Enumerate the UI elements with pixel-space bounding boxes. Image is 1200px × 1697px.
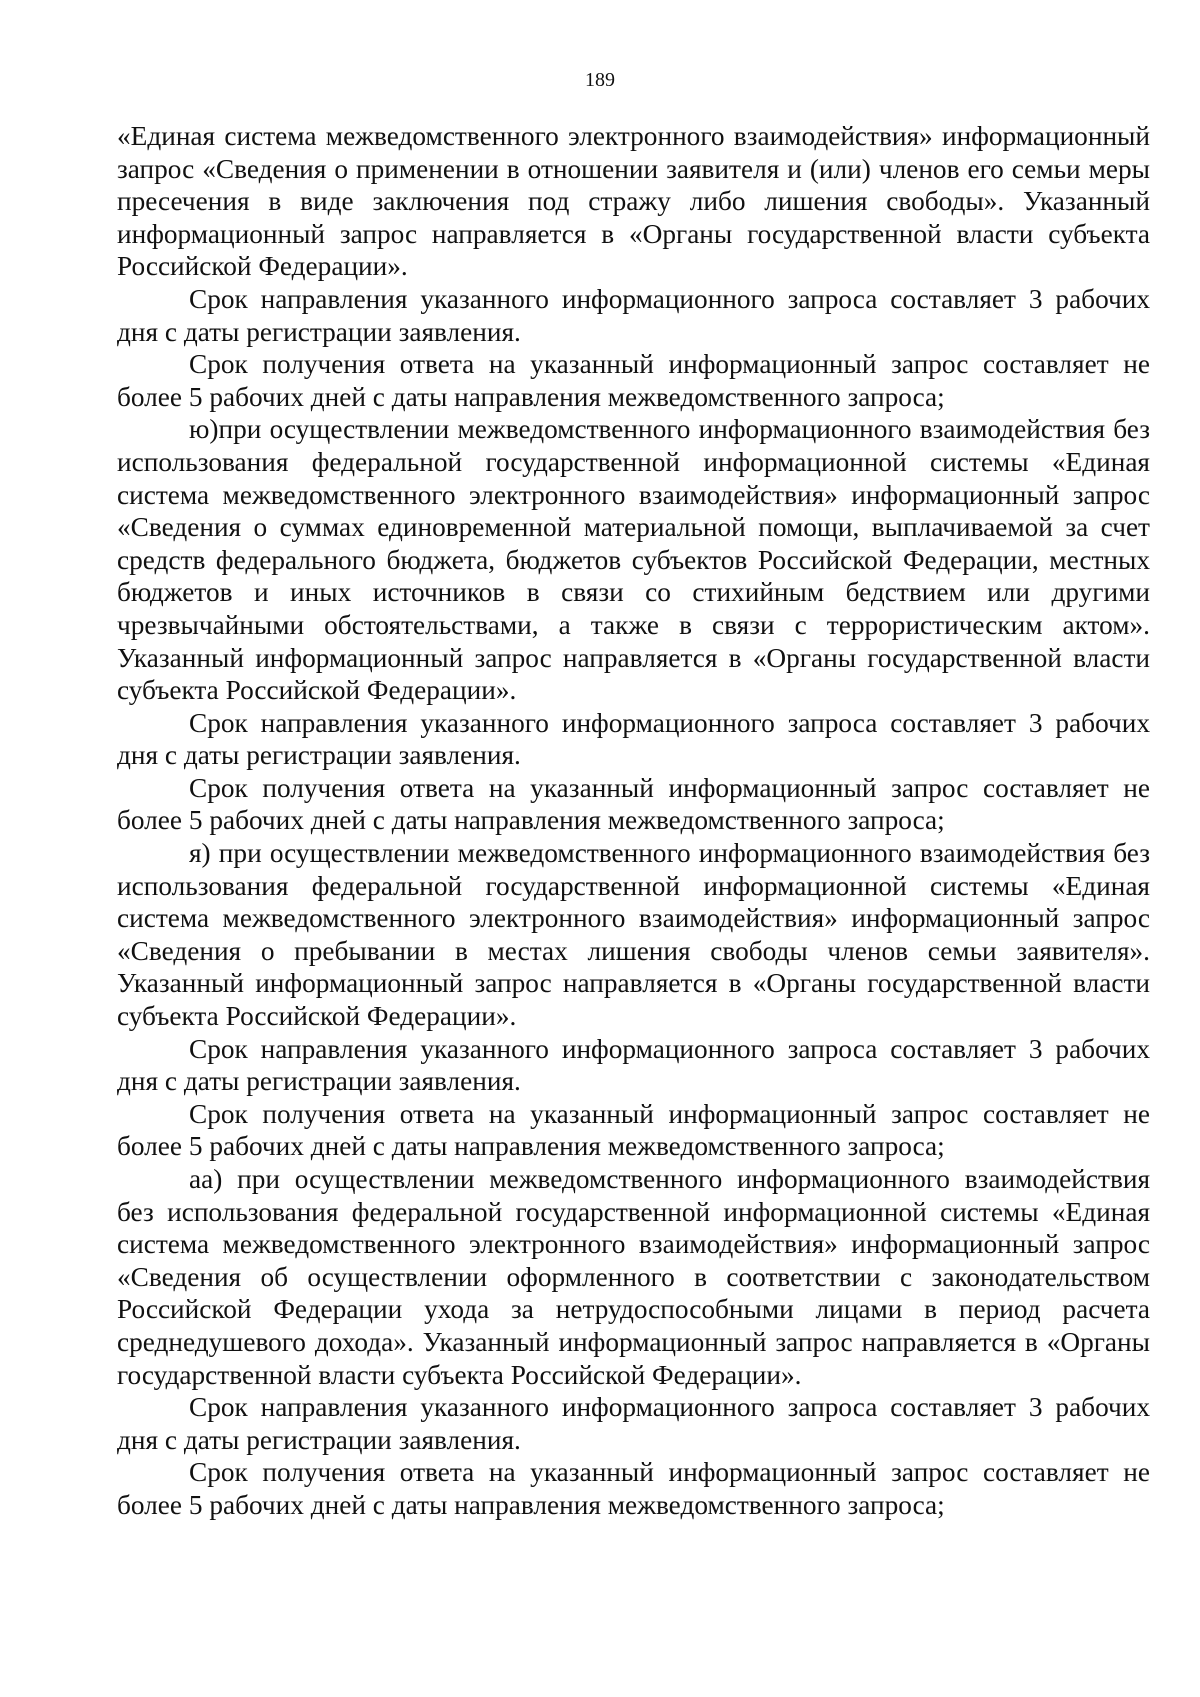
paragraph-deadline-response: Срок получения ответа на указанный информационный запрос составляет не более 5 рабочих дней с даты направления межведомственного запроса; [117,1098,1150,1162]
paragraph-deadline-response: Срок получения ответа на указанный информационный запрос составляет не более 5 рабочих дней с даты направления межведомственного запроса; [117,349,1150,412]
paragraph-deadline-send: Срок направления указанного информационного запроса составляет 3 рабочих дня с даты регистрации заявления. [117,283,1150,347]
paragraph-item-yu: ю)при осуществлении межведомственного информационного взаимодействия без использования федеральной государственной информационной системы «Единая система межведомственного электронного взаимодействия» информационный запрос «Сведения о суммах единовременной материальной помощи, выплачиваемой за счет средств федерального бюджета, бюджетов субъектов Российской Федерации, местных бюджетов и иных источников в связи со стихийным бедствием или другими чрезвычайными обстоятельствами, а также в связи с террористическим актом». Указанный информационный запрос направляется в «Органы государственной власти субъекта Российской Федерации». [117,414,1150,706]
paragraph-continuation: «Единая система межведомственного электронного взаимодействия» информационный запрос «Сведения о применении в отношении заявителя и (или) членов его семьи меры пресечения в виде заключения под стражу либо лишения свободы». Указанный информационный запрос направляется в «Органы государственной власти субъекта Российской Федерации». [117,121,1150,282]
paragraph-item-aa: аа) при осуществлении межведомственного информационного взаимодействия без использования федеральной государственной информационной системы «Единая система межведомственного электронного взаимодействия» информационный запрос «Сведения об осуществлении оформленного в соответствии с законодательством Российской Федерации ухода за нетрудоспособными лицами в период расчета среднедушевого дохода». Указанный информационный запрос направляется в «Органы государственной власти субъекта Российской Федерации». [117,1164,1150,1390]
document-body [117,120,1150,1522]
paragraph-deadline-send: Срок направления указанного информационного запроса составляет 3 рабочих дня с даты регистрации заявления. [117,1392,1150,1455]
paragraph-deadline-send: Срок направления указанного информационного запроса составляет 3 рабочих дня с даты регистрации заявления. [117,707,1150,771]
paragraph-deadline-response: Срок получения ответа на указанный информационный запрос составляет не более 5 рабочих дней с даты направления межведомственного запроса; [117,1457,1150,1520]
page-number: 189 [585,69,615,91]
paragraph-item-ya: я) при осуществлении межведомственного информационного взаимодействия без использования федеральной государственной информационной системы «Единая система межведомственного электронного взаимодействия» информационный запрос «Сведения о пребывании в местах лишения свободы членов семьи заявителя». Указанный информационный запрос направляется в «Органы государственной власти субъекта Российской Федерации». [117,838,1150,1032]
paragraph-deadline-send: Срок направления указанного информационного запроса составляет 3 рабочих дня с даты регистрации заявления. [117,1033,1150,1097]
paragraph-deadline-response: Срок получения ответа на указанный информационный запрос составляет не более 5 рабочих дней с даты направления межведомственного запроса; [117,772,1150,836]
